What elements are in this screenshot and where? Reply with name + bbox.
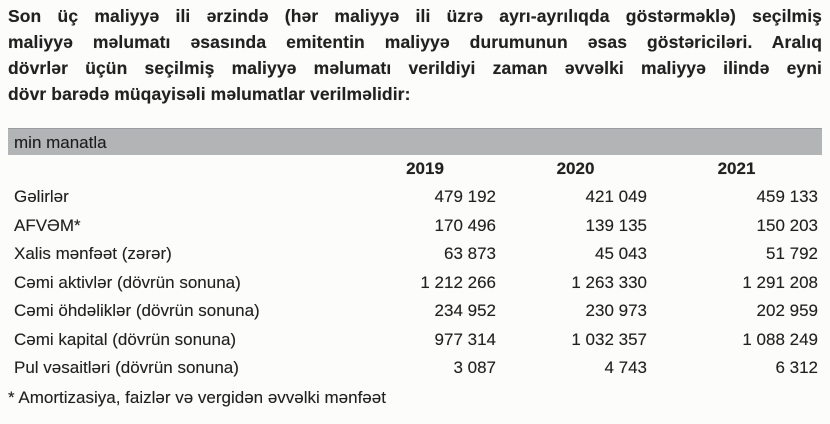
intro-line-4: dövr barədə müqayisəli məlumatlar verilməlidir: [8, 84, 411, 104]
intro-paragraph [8, 3, 822, 107]
row-label: Pul vəsaitləri (dövrün sonuna) [14, 358, 239, 377]
row-value-2021: 1 291 208 [742, 272, 818, 292]
row-value-2020: 139 135 [585, 215, 647, 235]
table-year-header-row [8, 155, 822, 183]
row-label: Xalis mənfəət (zərər) [14, 244, 172, 263]
row-value-2019: 234 952 [434, 301, 496, 320]
row-value-2021: 51 792 [766, 244, 818, 263]
table-row-total-equity [8, 326, 822, 355]
row-label: Gəlirlər [14, 187, 69, 206]
row-value-2019: 1 212 266 [420, 272, 496, 292]
row-value-2020: 4 743 [604, 358, 647, 377]
row-label: Cəmi öhdəliklər (dövrün sonuna) [14, 301, 260, 320]
table-row-total-liabilities [8, 297, 822, 326]
row-value-2019: 479 192 [434, 187, 496, 206]
unit-header-label: min manatla [14, 133, 107, 152]
row-value-2021: 202 959 [756, 301, 818, 320]
table-row-afvem [8, 212, 822, 241]
intro-line-3: dövrlər üçün seçilmiş maliyyə məlumatı verildiyi zaman əvvəlki maliyyə ilində eyni [8, 58, 822, 78]
row-value-2021: 459 133 [756, 187, 818, 206]
row-value-2021: 150 203 [756, 215, 818, 235]
row-value-2021: 6 312 [775, 358, 818, 377]
year-column-header-2019: 2019 [406, 159, 444, 178]
row-value-2020: 1 032 357 [571, 329, 647, 349]
table-unit-header-bar [8, 128, 822, 155]
row-value-2020: 230 973 [585, 301, 647, 320]
row-value-2019: 170 496 [434, 215, 496, 235]
table-row-revenues [8, 183, 822, 212]
table-footnote: * Amortizasiya, faizlər və vergidən əvvəlki mənfəət [8, 387, 386, 407]
row-value-2019: 3 087 [453, 358, 496, 377]
table-row-cash [8, 354, 822, 383]
table-row-total-assets [8, 269, 822, 298]
year-column-header-2021: 2021 [717, 159, 756, 178]
row-value-2020: 45 043 [595, 244, 647, 263]
row-value-2020: 1 263 330 [571, 272, 647, 292]
row-label: Cəmi aktivlər (dövrün sonuna) [14, 272, 241, 292]
row-label: Cəmi kapital (dövrün sonuna) [14, 329, 237, 349]
financial-table [8, 128, 822, 383]
row-label: AFVƏM* [14, 215, 81, 235]
intro-line-2: maliyyə məlumatı əsasında emitentin maliyyə durumunun əsas göstəriciləri. Aralıq [8, 32, 822, 52]
row-value-2021: 1 088 249 [742, 329, 818, 349]
intro-line-1: Son üç maliyyə ili ərzində (hər maliyyə ili üzrə ayrı-ayrılıqda göstərməklə) seçilmiş [8, 6, 822, 26]
year-column-header-2020: 2020 [556, 159, 595, 178]
row-value-2020: 421 049 [585, 187, 647, 206]
table-row-net-profit [8, 240, 822, 269]
row-value-2019: 977 314 [434, 329, 496, 349]
row-value-2019: 63 873 [444, 244, 496, 263]
